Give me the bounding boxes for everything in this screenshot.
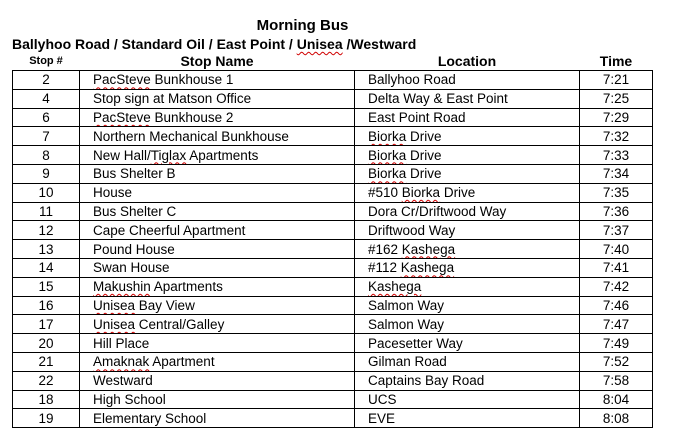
- cell-stop-number: 22: [13, 371, 80, 390]
- cell-location: Salmon Way: [355, 315, 580, 334]
- cell-location: Captains Bay Road: [355, 371, 580, 390]
- cell-time: 7:40: [580, 240, 653, 259]
- table-header-row: [13, 52, 653, 71]
- cell-stop-number: 8: [13, 146, 80, 165]
- cell-stop-number: 9: [13, 164, 80, 183]
- header-location: Location: [437, 53, 497, 69]
- cell-stop-number: 16: [13, 296, 80, 315]
- cell-time: 7:37: [580, 221, 653, 240]
- cell-stop-number: 11: [13, 202, 80, 221]
- cell-time: 7:49: [580, 334, 653, 353]
- cell-stop-number: 6: [13, 108, 80, 127]
- cell-location: EVE: [355, 409, 580, 428]
- cell-time: 7:36: [580, 202, 653, 221]
- cell-time: 7:52: [580, 352, 653, 371]
- cell-stop-number: 20: [13, 334, 80, 353]
- cell-stop-number: 18: [13, 390, 80, 409]
- cell-time: 7:42: [580, 277, 653, 296]
- cell-stop-name: House: [80, 183, 355, 202]
- page-title: Morning Bus: [256, 17, 349, 34]
- cell-location: Biorka Drive: [355, 127, 580, 146]
- table-body: [13, 71, 653, 428]
- cell-location: Kashega: [355, 277, 580, 296]
- table-row: [13, 71, 653, 90]
- table-row: [13, 277, 653, 296]
- table-row: [13, 127, 653, 146]
- cell-location: Biorka Drive: [355, 164, 580, 183]
- cell-stop-name: Unisea Central/Galley: [80, 315, 355, 334]
- cell-location: Dora Cr/Driftwood Way: [355, 202, 580, 221]
- cell-location: UCS: [355, 390, 580, 409]
- cell-location: Driftwood Way: [355, 221, 580, 240]
- table-row: [13, 352, 653, 371]
- cell-time: 8:08: [580, 409, 653, 428]
- cell-location: #112 Kashega: [355, 258, 580, 277]
- header-time: Time: [599, 53, 633, 69]
- cell-location: #162 Kashega: [355, 240, 580, 259]
- cell-stop-number: 12: [13, 221, 80, 240]
- cell-stop-number: 2: [13, 71, 80, 90]
- cell-stop-name: Pound House: [80, 240, 355, 259]
- table-row: [13, 146, 653, 165]
- cell-time: 7:46: [580, 296, 653, 315]
- cell-stop-name: Swan House: [80, 258, 355, 277]
- cell-stop-name: Westward: [80, 371, 355, 390]
- route-subtitle: Ballyhoo Road / Standard Oil / East Point / Unisea /Westward: [12, 36, 417, 52]
- table-row: [13, 164, 653, 183]
- table-row: [13, 202, 653, 221]
- cell-location: Gilman Road: [355, 352, 580, 371]
- table-row: [13, 240, 653, 259]
- cell-time: 7:35: [580, 183, 653, 202]
- cell-time: 7:25: [580, 89, 653, 108]
- cell-stop-name: Hill Place: [80, 334, 355, 353]
- table-row: [13, 334, 653, 353]
- cell-location: Ballyhoo Road: [355, 71, 580, 90]
- cell-time: 7:33: [580, 146, 653, 165]
- cell-stop-name: Northern Mechanical Bunkhouse: [80, 127, 355, 146]
- cell-stop-name: PacSteve Bunkhouse 2: [80, 108, 355, 127]
- cell-stop-number: 21: [13, 352, 80, 371]
- cell-location: Salmon Way: [355, 296, 580, 315]
- cell-location: #510 Biorka Drive: [355, 183, 580, 202]
- cell-stop-name: Cape Cheerful Apartment: [80, 221, 355, 240]
- cell-stop-name: Bus Shelter C: [80, 202, 355, 221]
- cell-location: Delta Way & East Point: [355, 89, 580, 108]
- cell-stop-name: Stop sign at Matson Office: [80, 89, 355, 108]
- table-row: [13, 371, 653, 390]
- cell-stop-name: Bus Shelter B: [80, 164, 355, 183]
- cell-stop-name: High School: [80, 390, 355, 409]
- cell-stop-name: Unisea Bay View: [80, 296, 355, 315]
- cell-time: 7:29: [580, 108, 653, 127]
- cell-time: 7:21: [580, 71, 653, 90]
- cell-stop-name: Amaknak Apartment: [80, 352, 355, 371]
- cell-stop-number: 14: [13, 258, 80, 277]
- cell-stop-name: PacSteve Bunkhouse 1: [80, 71, 355, 90]
- cell-location: Pacesetter Way: [355, 334, 580, 353]
- header-stop-number: Stop #: [29, 55, 63, 67]
- cell-stop-number: 19: [13, 409, 80, 428]
- cell-stop-name: New Hall/Tiglax Apartments: [80, 146, 355, 165]
- cell-stop-number: 15: [13, 277, 80, 296]
- cell-stop-number: 13: [13, 240, 80, 259]
- cell-time: 7:32: [580, 127, 653, 146]
- cell-location: East Point Road: [355, 108, 580, 127]
- cell-stop-number: 7: [13, 127, 80, 146]
- cell-time: 7:41: [580, 258, 653, 277]
- table-row: [13, 409, 653, 428]
- cell-location: Biorka Drive: [355, 146, 580, 165]
- cell-time: 7:58: [580, 371, 653, 390]
- table-row: [13, 183, 653, 202]
- header-stop-name: Stop Name: [180, 53, 254, 69]
- cell-stop-name: Elementary School: [80, 409, 355, 428]
- table-row: [13, 108, 653, 127]
- cell-stop-name: Makushin Apartments: [80, 277, 355, 296]
- bus-schedule-table: [12, 52, 653, 428]
- table-row: [13, 258, 653, 277]
- table-row: [13, 296, 653, 315]
- cell-time: 7:47: [580, 315, 653, 334]
- table-row: [13, 221, 653, 240]
- cell-time: 7:34: [580, 164, 653, 183]
- cell-time: 8:04: [580, 390, 653, 409]
- table-row: [13, 89, 653, 108]
- table-row: [13, 315, 653, 334]
- cell-stop-number: 17: [13, 315, 80, 334]
- cell-stop-number: 10: [13, 183, 80, 202]
- cell-stop-number: 4: [13, 89, 80, 108]
- table-row: [13, 390, 653, 409]
